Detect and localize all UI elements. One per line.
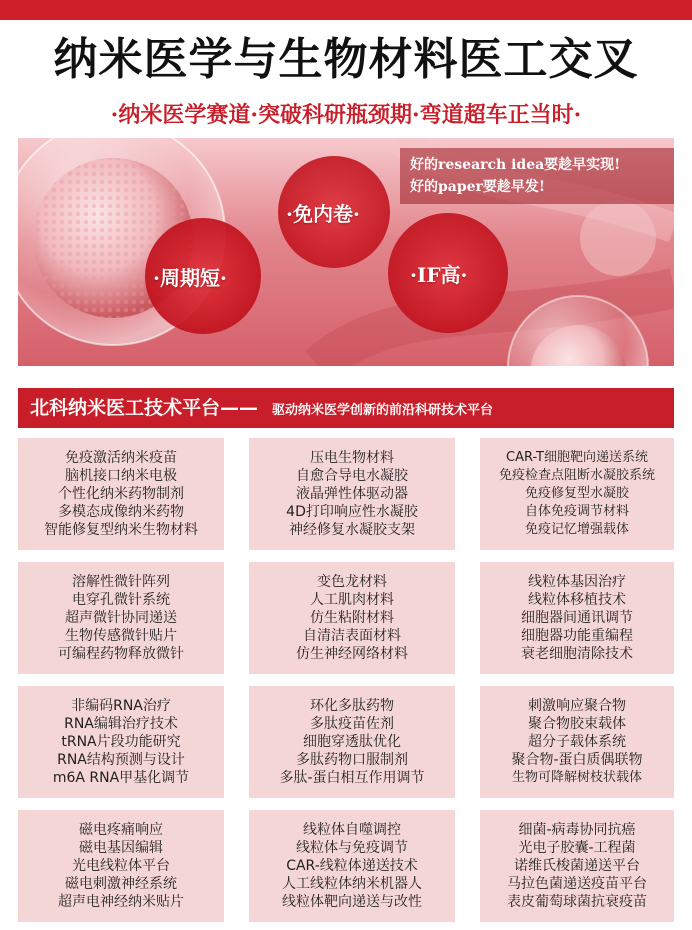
card-line: 线粒体基因治疗 [528, 574, 626, 590]
card-line: 细菌-病毒协同抗癌 [518, 822, 636, 838]
tag-short-cycle: ·周期短· [153, 266, 227, 290]
card-line: 仿生粘附材料 [310, 610, 394, 626]
banner-subtitle: 驱动纳米医学创新的前沿科研技术平台 [272, 403, 494, 418]
card-line: 线粒体靶向递送与改性 [282, 894, 422, 910]
card-line: 可编程药物释放微针 [58, 646, 184, 662]
card-line: 液晶弹性体驱动器 [296, 486, 408, 502]
tech-card [249, 438, 455, 550]
card-line: 4D打印响应性水凝胶 [286, 504, 418, 520]
card-line: 线粒体自噬调控 [303, 822, 401, 838]
card-line: 环化多肽药物 [310, 698, 394, 714]
top-accent-bar [0, 0, 692, 20]
card-line: 线粒体与免疫调节 [296, 840, 408, 856]
card-line: tRNA片段功能研究 [61, 734, 181, 750]
card-line: 人工肌肉材料 [310, 592, 394, 608]
card-line: 多肽药物口服制剂 [296, 752, 408, 768]
tech-card [480, 686, 674, 798]
card-line: 脑机接口纳米电极 [65, 468, 177, 484]
card-line: 衰老细胞清除技术 [521, 646, 633, 662]
card-line: 个性化纳米药物制剂 [58, 486, 184, 502]
card-line: 自清洁表面材料 [303, 628, 401, 644]
card-line: 细胞穿透肽优化 [303, 734, 401, 750]
card-line: 电穿孔微针系统 [72, 592, 170, 608]
card-line: 非编码RNA治疗 [71, 698, 171, 714]
card-line: 聚合物胶束载体 [528, 716, 626, 732]
card-line: 仿生神经网络材料 [296, 646, 408, 662]
card-line: 马拉色菌递送疫苗平台 [507, 876, 647, 892]
card-line: 免疫检查点阻断水凝胶系统 [498, 468, 655, 483]
hero-quote-line-1: 好的research idea要趁早实现! [410, 157, 621, 173]
card-line: CAR-T细胞靶向递送系统 [506, 450, 648, 465]
card-line: 细胞器功能重编程 [521, 628, 633, 644]
card-line: 神经修复水凝胶支架 [289, 522, 415, 538]
card-line: 多模态成像纳米药物 [58, 504, 184, 520]
page-subtitle: ·纳米医学赛道·突破科研瓶颈期·弯道超车正当时· [110, 102, 582, 128]
platform-banner [18, 388, 674, 428]
tag-no-competition: ·免内卷· [286, 202, 360, 226]
card-line: 刺激响应聚合物 [528, 698, 626, 714]
card-line: 超声电神经纳米贴片 [58, 894, 184, 910]
card-line: 超声微针协同递送 [65, 610, 177, 626]
card-line: 线粒体移植技术 [528, 592, 626, 608]
card-line: 免疫修复型水凝胶 [524, 486, 629, 501]
card-line: 免疫激活纳米疫苗 [65, 450, 177, 466]
hero-quote-line-2: 好的paper要趁早发! [410, 179, 546, 195]
banner-dash: —— [220, 397, 259, 419]
card-line: 溶解性微针阵列 [72, 574, 170, 590]
card-line: 自体免疫调节材料 [524, 504, 629, 519]
card-line: 多肽疫苗佐剂 [310, 716, 394, 732]
tag-high-if: ·IF高· [410, 263, 468, 287]
card-line: RNA编辑治疗技术 [64, 716, 178, 732]
tech-card [249, 686, 455, 798]
page-title: 纳米医学与生物材料医工交叉 [53, 34, 639, 85]
card-line: 细胞器间通讯调节 [521, 610, 633, 626]
tech-card [480, 438, 674, 550]
tech-card [249, 810, 455, 922]
card-line: 变色龙材料 [317, 574, 387, 590]
card-line: 超分子载体系统 [528, 734, 626, 750]
card-line: 智能修复型纳米生物材料 [44, 522, 198, 538]
card-line: 磁电疼痛响应 [79, 822, 163, 838]
tech-card [18, 810, 224, 922]
card-line: 磁电基因编辑 [79, 840, 163, 856]
card-line: 生物可降解树枝状载体 [511, 770, 642, 785]
card-line: 自愈合导电水凝胶 [296, 468, 408, 484]
card-line: 免疫记忆增强载体 [524, 522, 629, 537]
card-line: RNA结构预测与设计 [57, 752, 185, 768]
tech-card [18, 686, 224, 798]
tech-card [18, 438, 224, 550]
card-line: 压电生物材料 [310, 450, 394, 466]
card-line: 光电子胶囊-工程菌 [518, 840, 636, 856]
hero-banner [18, 138, 674, 366]
card-line: 表皮葡萄球菌抗衰疫苗 [507, 894, 647, 910]
tech-card [18, 562, 224, 674]
card-line: 生物传感微针贴片 [65, 628, 177, 644]
card-line: 聚合物-蛋白质偶联物 [511, 752, 643, 768]
card-line: CAR-线粒体递送技术 [286, 858, 418, 874]
card-line: 人工线粒体纳米机器人 [282, 876, 422, 892]
card-line: 光电线粒体平台 [72, 858, 170, 874]
hero-quote [410, 154, 674, 198]
tech-card [480, 562, 674, 674]
card-line: 多肽-蛋白相互作用调节 [279, 770, 425, 786]
card-line: 磁电刺激神经系统 [65, 876, 177, 892]
card-line: 诺维氏梭菌递送平台 [514, 858, 640, 874]
tech-card [480, 810, 674, 922]
card-line: m6A RNA甲基化调节 [52, 770, 190, 786]
tech-card [249, 562, 455, 674]
banner-title: 北科纳米医工技术平台 [30, 397, 221, 419]
